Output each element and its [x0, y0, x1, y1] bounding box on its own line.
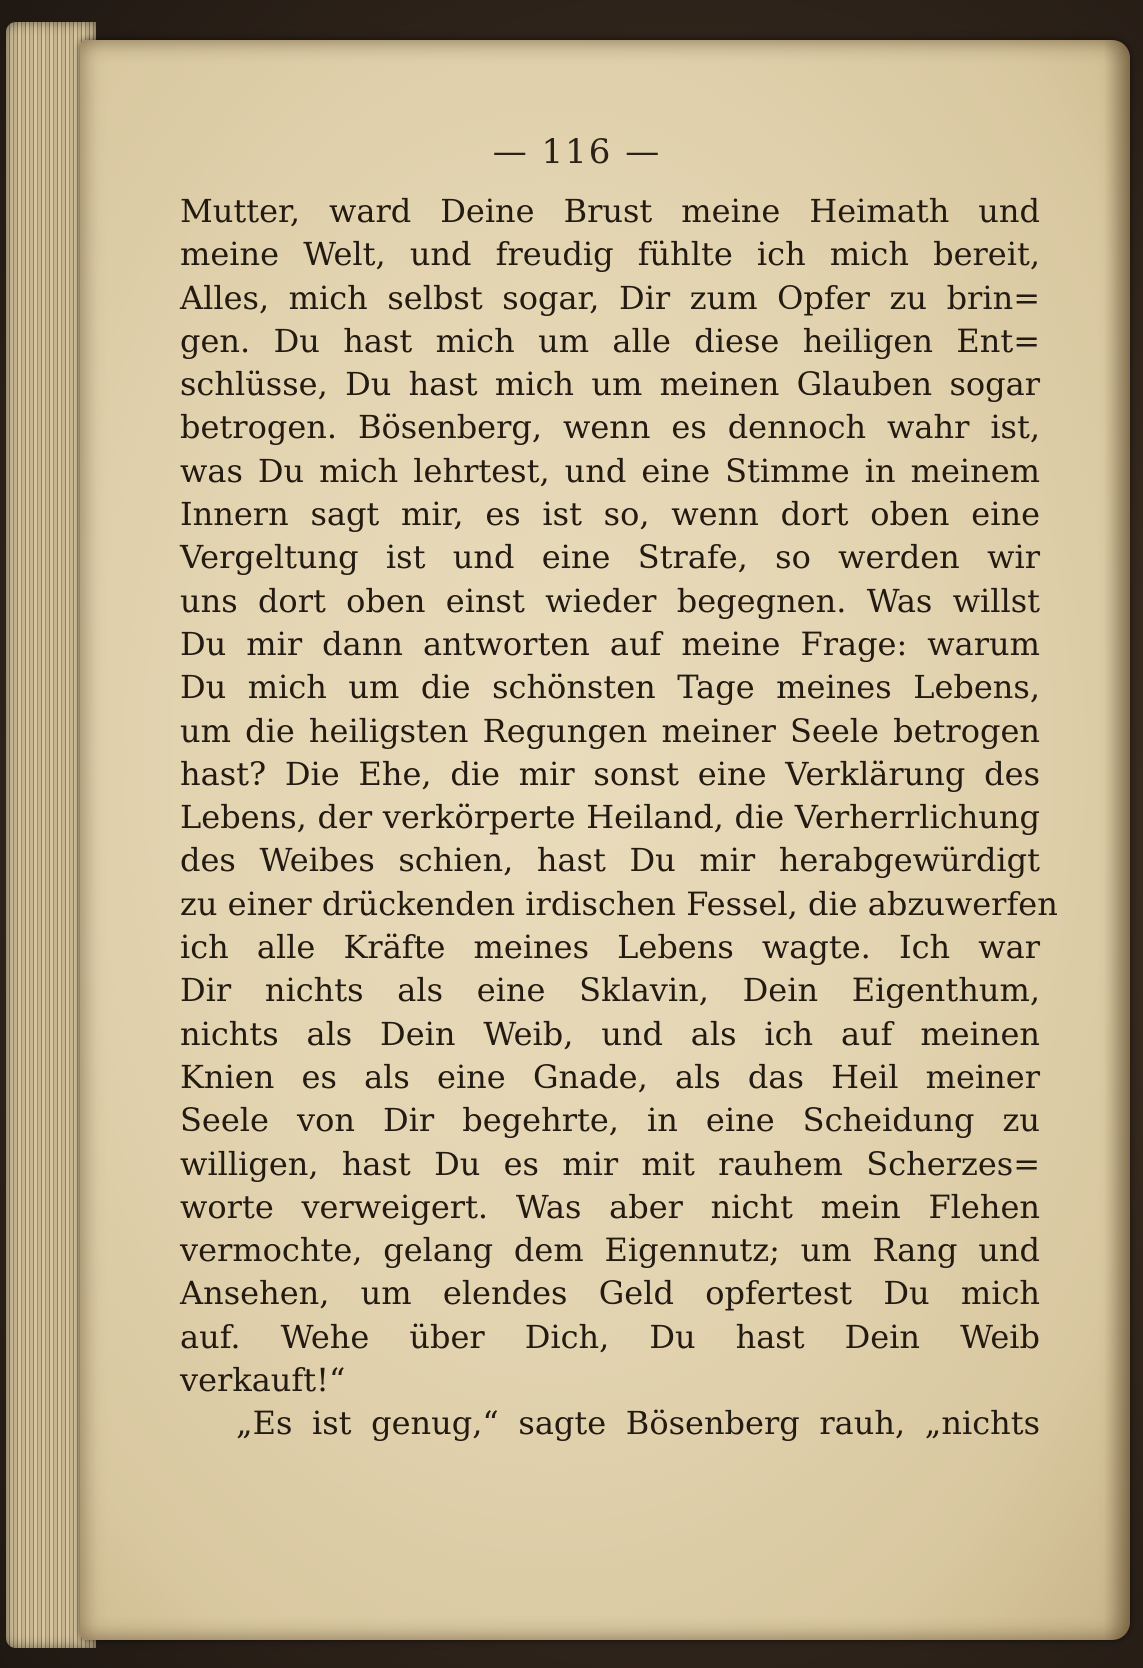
text-line: Knien es als eine Gnade, als das Heil meiner [180, 1057, 1040, 1096]
text-line: Du mich um die schönsten Tage meines Lebens, [180, 668, 1040, 707]
text-line: auf. Wehe über Dich, Du hast Dein Weib [180, 1317, 1040, 1356]
text-line: vermochte, gelang dem Eigennutz; um Rang und [180, 1231, 1040, 1270]
text-line: Vergeltung ist und eine Strafe, so werden wir [180, 538, 1040, 577]
text-line: willigen, hast Du es mir mit rauhem Scherzes= [180, 1144, 1040, 1183]
text-line: Alles, mich selbst sogar, Dir zum Opfer zu brin= [180, 278, 1040, 317]
text-line: schlüsse, Du hast mich um meinen Glauben sogar [180, 365, 1040, 404]
text-line: um die heiligsten Regungen meiner Seele betrogen [180, 711, 1040, 750]
text-line: Du mir dann antworten auf meine Frage: warum [180, 624, 1040, 663]
text-line: Innern sagt mir, es ist so, wenn dort oben eine [180, 495, 1040, 534]
text-line: nichts als Dein Weib, und als ich auf meinen [180, 1014, 1040, 1053]
text-line: Dir nichts als eine Sklavin, Dein Eigenthum, [180, 971, 1040, 1010]
text-line: betrogen. Bösenberg, wenn es dennoch wahr ist, [180, 408, 1040, 447]
body-text [180, 190, 1058, 1446]
text-line: verkauft!“ [180, 1361, 346, 1400]
book-page [80, 40, 1130, 1640]
text-line: uns dort oben einst wieder begegnen. Was willst [180, 581, 1040, 620]
text-line: worte verweigert. Was aber nicht mein Flehen [180, 1187, 1040, 1226]
page-number: — 116 — [492, 132, 662, 172]
text-line: ich alle Kräfte meines Lebens wagte. Ich war [180, 928, 1040, 967]
text-line: Ansehen, um elendes Geld opfertest Du mich [180, 1274, 1040, 1313]
text-line: Mutter, ward Deine Brust meine Heimath und [180, 192, 1040, 230]
text-line: zu einer drückenden irdischen Fessel, die abzuwerfen [180, 884, 1058, 923]
text-line: was Du mich lehrtest, und eine Stimme in meinem [180, 451, 1040, 490]
text-line: Seele von Dir begehrte, in eine Scheidung zu [180, 1101, 1040, 1140]
text-line: des Weibes schien, hast Du mir herabgewürdigt [180, 841, 1040, 880]
text-line: meine Welt, und freudig fühlte ich mich bereit, [180, 235, 1040, 274]
text-line: hast? Die Ehe, die mir sonst eine Verklärung des [180, 754, 1040, 793]
text-line: gen. Du hast mich um alle diese heiligen Ent= [180, 321, 1040, 360]
text-line: „Es ist genug,“ sagte Bösenberg rauh, „nichts [236, 1404, 1040, 1443]
text-line: Lebens, der verkörperte Heiland, die Verherrlichung [180, 798, 1040, 837]
